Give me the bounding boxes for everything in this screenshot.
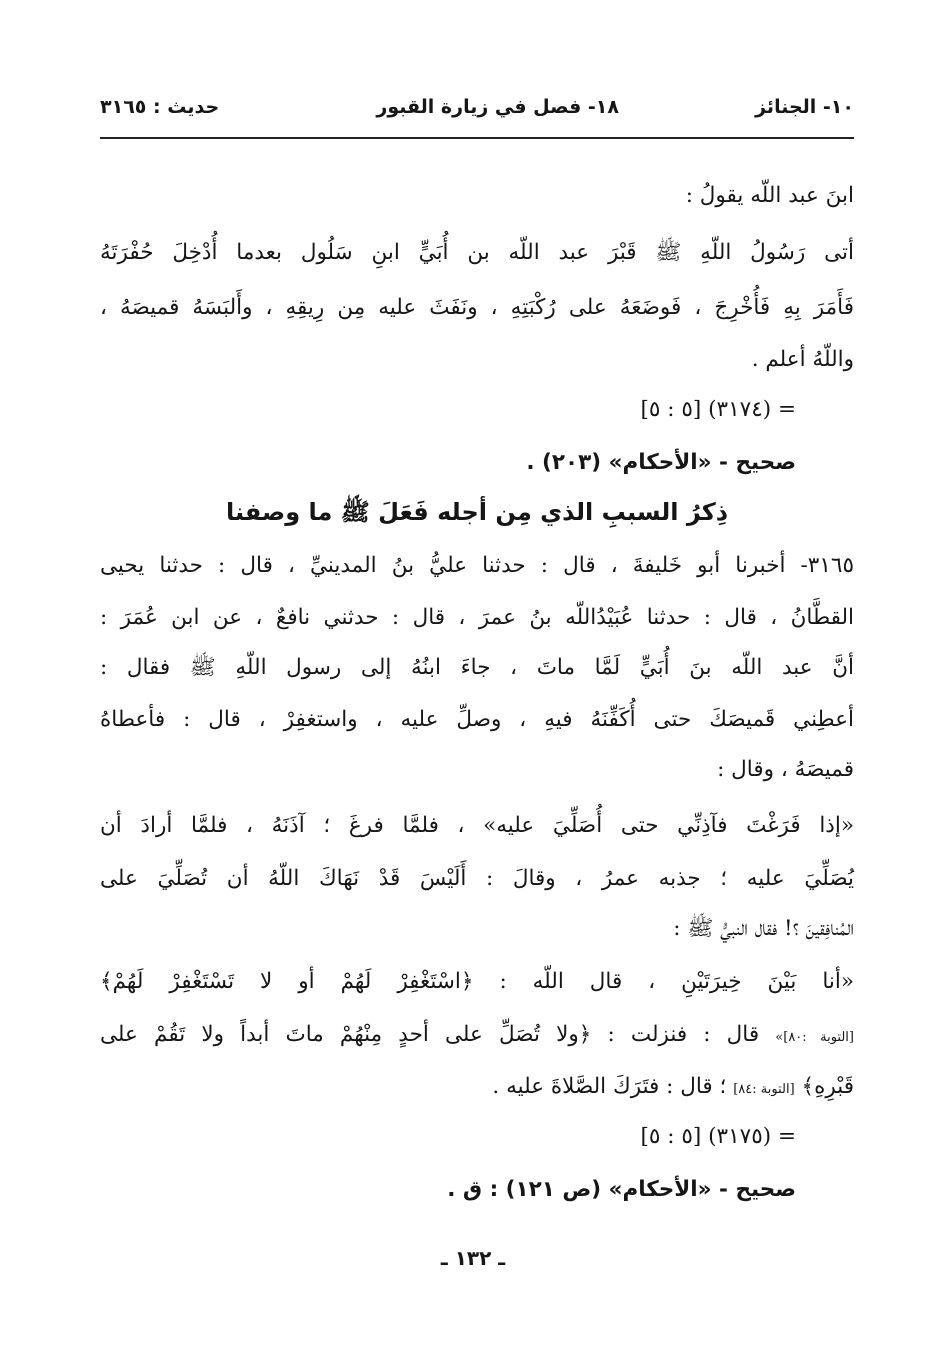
text-line: المُنافِقينَ ؟! فقال النبيُّ ﷺ : (673, 916, 854, 941)
text-line: واللّهُ أعلم . (751, 347, 854, 372)
text-line: قميصَهُ ، وقال : (717, 757, 854, 782)
header-rule (100, 137, 854, 139)
text-line: قَبْرِهِ﴾ [التوبة :٨٤] ؛ قال : فتَرَكَ الصَّلاةَ عليه . (492, 1074, 854, 1099)
text-line: يُصَلِّيَ عليه ؛ جذبه عمرُ ، وقالَ : أَلَيْسَ قَدْ نَهَاكَ اللّهُ أن تُصَلِّيَ على (100, 866, 854, 891)
quran-reference: [التوبة :٨٤] (733, 1082, 795, 1097)
grading-line: صحيح - «الأحكام» (٢٠٣) . (526, 450, 796, 475)
cross-reference: = (٣١٧٥) [٥ : ٥] (640, 1124, 796, 1149)
quran-reference: [التوبة :٨٠]» (775, 1030, 854, 1045)
text-line: ٣١٦٥- أخبرنا أبو خَليفةَ ، قال : حدثنا عليُّ بنُ المدينيِّ ، قال : حدثنا يحيى (100, 553, 854, 578)
text-line: أعطِني قَميصَكَ حتى أُكَفِّنَهُ فيهِ ، وصلِّ عليه ، واستغفِرْ ، قال : فأعطاهُ (100, 707, 854, 732)
text-line: أنَّ عبد اللّه بنَ أُبَيٍّ لَمَّا ماتَ ، جاءَ ابنُهُ إلى رسول اللّهِ ﷺ فقال : (100, 655, 854, 680)
text-line: أتى رَسُولُ اللّهِ ﷺ قَبْرَ عبد اللّه بن أُبَيٍّ ابنِ سَلُول بعدما أُدْخِلَ حُفْرَتَهُ (100, 240, 854, 265)
text-line: «إذا فَرَغْتَ فآذِنِّي حتى أُصَلِّيَ عليه» ، فلمَّا فرغَ ؛ آذَنَهُ ، فلمَّا أرادَ أن (100, 813, 854, 838)
text-line: فَأَمَرَ بِهِ فَأُخْرِجَ ، فَوضَعَهُ على رُكْبَتِهِ ، ونَفَثَ عليه مِن رِيقِهِ ، وأَلبَسَهُ قميصَهُ ، (100, 295, 854, 320)
chapter-heading: ذِكرُ السببِ الذي مِن أجله فَعَلَ ﷺ ما وصفنا (225, 498, 729, 526)
grading-line: صحيح - «الأحكام» (ص ١٢١) : ق . (447, 1177, 796, 1202)
text-line: [التوبة :٨٠]» قال : فنزلت : ﴿ولا تُصَلِّ على أحدٍ مِنْهُمْ ماتَ أبداً ولا تَقُمْ على (100, 1022, 854, 1047)
page-number: ـ ١٣٢ ـ (440, 1246, 506, 1270)
text-line: ابنَ عبد اللّه يقولُ : (685, 183, 854, 208)
cross-reference: = (٣١٧٤) [٥ : ٥] (640, 397, 796, 422)
running-header (100, 96, 854, 126)
text-line: القطَّانُ ، قال : حدثنا عُبَيْدُاللّه بنُ عمرَ ، قال : حدثني نافعٌ ، عن ابن عُمَرَ : (100, 605, 854, 630)
section-title: ١٨- فصل في زيارة القبور (376, 96, 619, 118)
text-line: «أنا بَيْنَ خِيرَتَيْنِ ، قال اللّه : ﴿اسْتَغْفِرْ لَهُمْ أو لا تَسْتَغْفِرْ لَهُمْ﴾ (100, 969, 854, 994)
hadith-reference: حديث : ٣١٦٥ (100, 96, 220, 118)
chapter-title: ١٠- الجنائز (755, 96, 854, 118)
